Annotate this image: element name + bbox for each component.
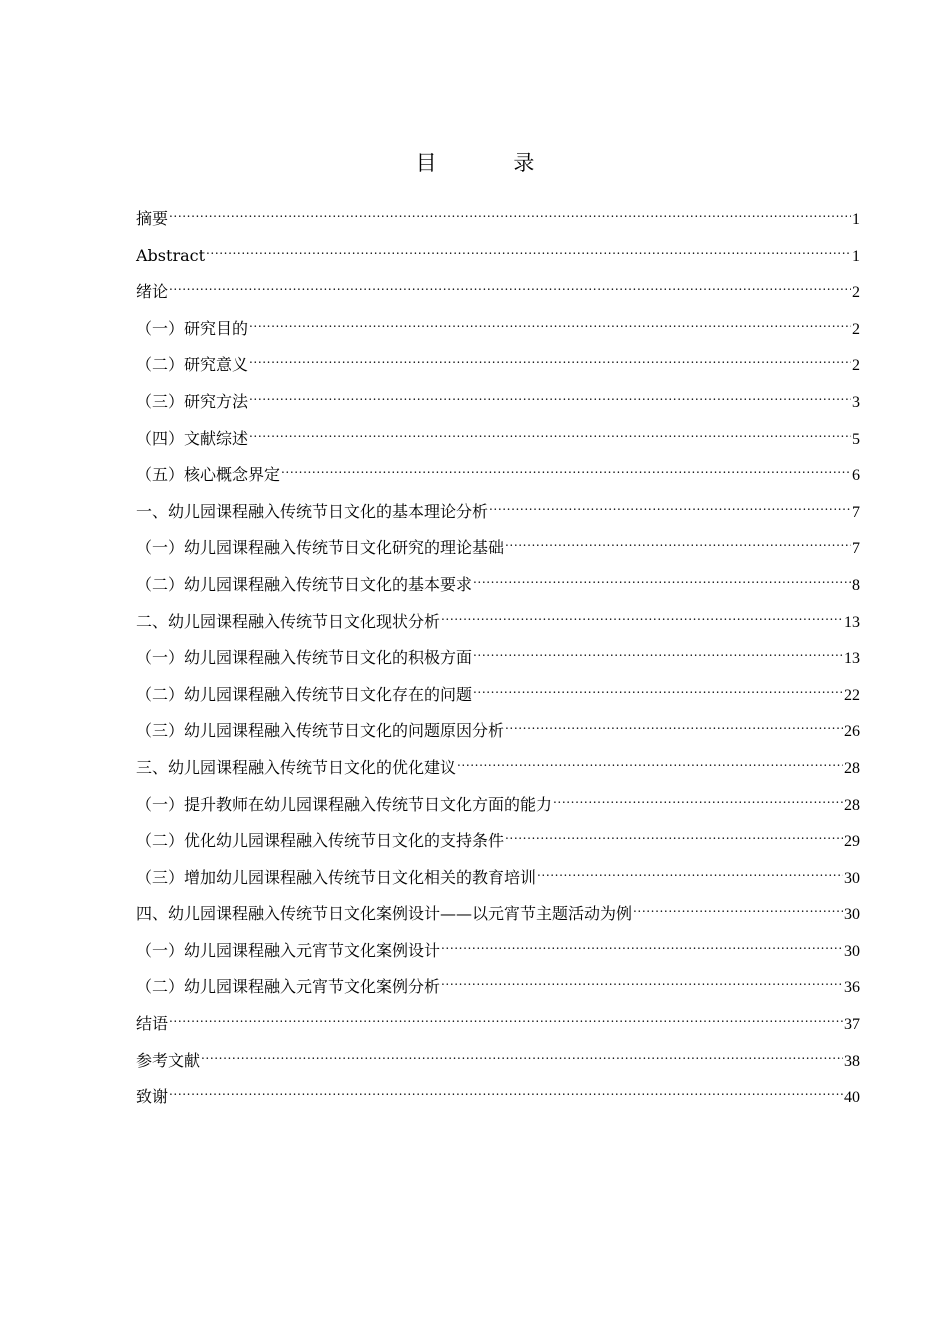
toc-entry-page-number: 8: [852, 576, 860, 594]
toc-entry[interactable]: [136, 308, 860, 345]
toc-entry-page-number: 1: [852, 211, 860, 228]
toc-entry[interactable]: [136, 564, 860, 601]
toc-entry[interactable]: [136, 1076, 860, 1113]
toc-entry-label: （三）增加幼儿园课程融入传统节日文化相关的教育培训: [136, 867, 537, 887]
toc-entry-page-number: 6: [852, 467, 860, 485]
toc-entry[interactable]: [136, 820, 860, 857]
toc-entry-page-number: 3: [852, 393, 860, 411]
toc-dot-leader: [249, 418, 851, 444]
toc-dot-leader: [441, 966, 843, 992]
toc-dot-leader: [489, 491, 851, 517]
toc-entry-label: （二）幼儿园课程融入传统节日文化存在的问题: [136, 684, 473, 704]
toc-entry-page-number: 29: [844, 833, 860, 851]
toc-dot-leader: [169, 271, 851, 297]
toc-entry-label: （二）幼儿园课程融入传统节日文化的基本要求: [136, 574, 473, 594]
toc-title: 目 录: [415, 151, 570, 175]
toc-entry[interactable]: [136, 857, 860, 894]
toc-entry-page-number: 40: [844, 1089, 860, 1107]
toc-dot-leader: [473, 564, 851, 590]
toc-entry-page-number: 28: [844, 759, 860, 777]
toc-dot-leader: [633, 893, 843, 919]
toc-entry-label: （二）优化幼儿园课程融入传统节日文化的支持条件: [136, 831, 505, 851]
toc-entry[interactable]: [136, 784, 860, 821]
toc-entry[interactable]: [136, 601, 860, 638]
toc-entry-label: （一）幼儿园课程融入元宵节文化案例设计: [136, 940, 441, 960]
toc-entry-label: 一、幼儿园课程融入传统节日文化的基本理论分析: [136, 501, 489, 521]
toc-dot-leader: [457, 747, 843, 773]
toc-entry[interactable]: [136, 966, 860, 1003]
toc-dot-leader: [473, 674, 843, 700]
toc-entry[interactable]: [136, 893, 860, 930]
toc-entry[interactable]: [136, 674, 860, 711]
toc-entry-label: （五）核心概念界定: [136, 465, 281, 485]
toc-entry-page-number: 2: [852, 284, 860, 302]
toc-entry-label: 致谢: [136, 1087, 169, 1107]
toc-entry[interactable]: [136, 930, 860, 967]
toc-entry-page-number: 22: [844, 686, 860, 704]
toc-entry-page-number: 13: [844, 650, 860, 668]
toc-entry[interactable]: [136, 1040, 860, 1077]
toc-entry-label: （一）提升教师在幼儿园课程融入传统节日文化方面的能力: [136, 794, 553, 814]
toc-entry[interactable]: [136, 418, 860, 455]
toc-entry-page-number: 13: [844, 613, 860, 631]
toc-dot-leader: [441, 601, 843, 627]
toc-entry-page-number: 30: [844, 906, 860, 924]
toc-dot-leader: [201, 1040, 843, 1066]
toc-entry-label: Abstract: [136, 245, 206, 265]
toc-entry-label: （四）文献综述: [136, 428, 249, 448]
toc-dot-leader: [169, 1003, 843, 1029]
toc-entry-page-number: 37: [844, 1016, 860, 1034]
toc-dot-leader: [505, 527, 851, 553]
toc-entry[interactable]: [136, 637, 860, 674]
toc-list: [136, 198, 860, 1113]
toc-entry-page-number: 26: [844, 723, 860, 741]
toc-entry-page-number: 28: [844, 796, 860, 814]
toc-entry-label: 绪论: [136, 282, 169, 302]
toc-entry-page-number: 30: [844, 869, 860, 887]
toc-entry-page-number: 2: [852, 320, 860, 338]
toc-entry-page-number: 36: [844, 979, 860, 997]
toc-entry-label: 二、幼儿园课程融入传统节日文化现状分析: [136, 611, 441, 631]
toc-entry[interactable]: [136, 344, 860, 381]
toc-entry-page-number: 7: [852, 540, 860, 558]
toc-dot-leader: [249, 381, 851, 407]
toc-dot-leader: [249, 344, 851, 370]
toc-dot-leader: [281, 454, 851, 480]
toc-entry-label: （一）幼儿园课程融入传统节日文化的积极方面: [136, 648, 473, 668]
toc-entry[interactable]: [136, 1003, 860, 1040]
toc-entry-label: 结语: [136, 1014, 169, 1034]
toc-dot-leader: [206, 235, 851, 261]
toc-dot-leader: [505, 710, 843, 736]
toc-entry[interactable]: [136, 454, 860, 491]
toc-entry-page-number: 5: [852, 430, 860, 448]
toc-entry-label: （二）幼儿园课程融入元宵节文化案例分析: [136, 977, 441, 997]
toc-entry-label: （一）幼儿园课程融入传统节日文化研究的理论基础: [136, 538, 505, 558]
toc-dot-leader: [537, 857, 843, 883]
toc-entry[interactable]: [136, 527, 860, 564]
toc-entry[interactable]: [136, 710, 860, 747]
toc-dot-leader: [441, 930, 843, 956]
toc-entry-label: 参考文献: [136, 1050, 201, 1070]
toc-dot-leader: [505, 820, 843, 846]
toc-entry-label: 四、幼儿园课程融入传统节日文化案例设计——以元宵节主题活动为例: [136, 904, 633, 924]
toc-entry-page-number: 38: [844, 1052, 860, 1070]
toc-entry-page-number: 7: [852, 503, 860, 521]
toc-entry-label: （三）幼儿园课程融入传统节日文化的问题原因分析: [136, 721, 505, 741]
toc-entry-label: （三）研究方法: [136, 391, 249, 411]
toc-entry[interactable]: [136, 491, 860, 528]
toc-entry-label: （一）研究目的: [136, 318, 249, 338]
toc-entry-label: 摘要: [136, 209, 169, 228]
toc-entry[interactable]: [136, 381, 860, 418]
toc-entry-label: （二）研究意义: [136, 355, 249, 375]
toc-entry[interactable]: [136, 747, 860, 784]
toc-dot-leader: [169, 198, 851, 224]
toc-dot-leader: [473, 637, 843, 663]
toc-entry-page-number: 30: [844, 942, 860, 960]
toc-entry[interactable]: [136, 271, 860, 308]
toc-entry[interactable]: [136, 198, 860, 235]
toc-entry-page-number: 1: [852, 247, 860, 265]
toc-entry-page-number: 2: [852, 357, 860, 375]
toc-dot-leader: [553, 784, 843, 810]
toc-dot-leader: [169, 1076, 843, 1102]
toc-dot-leader: [249, 308, 851, 334]
toc-entry-label: 三、幼儿园课程融入传统节日文化的优化建议: [136, 757, 457, 777]
toc-entry[interactable]: [136, 235, 860, 272]
